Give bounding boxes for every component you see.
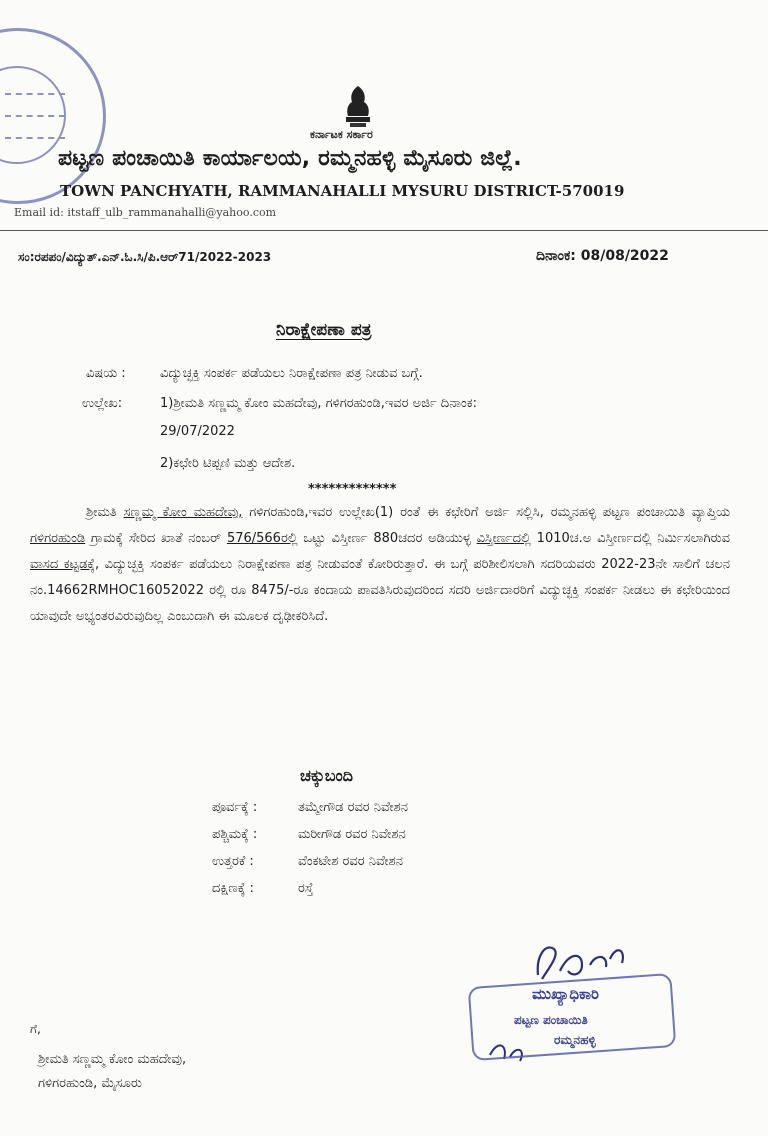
separator: *************	[308, 482, 397, 497]
office-title-kannada: ಪಟ್ಟಣ ಪಂಚಾಯಿತಿ ಕಾರ್ಯಾಲಯ, ರಮ್ಮನಹಳ್ಳಿ ಮೈಸೂರು ಜಿಲ್ಲೆ.	[58, 146, 522, 171]
boundary-value-north: ವೆಂಕಟೇಶ ರವರ ನಿವೇಶನ	[298, 854, 403, 869]
village-name: ಗಳಿಗರಹುಂಡಿ	[30, 531, 86, 546]
body-text: ಶ್ರೀಮತಿ	[86, 505, 124, 520]
body-paragraph	[30, 500, 730, 630]
karnataka-emblem-icon	[338, 84, 378, 130]
seal-line-1: ಪಟ್ಟಣ ಪಂಚಾಯಿತಿ	[514, 1013, 588, 1027]
boundary-value-west: ಮರೀಗೌಡ ರವರ ನಿವೇಶನ	[298, 827, 406, 842]
boundary-direction-south: ದಕ್ಷಿಣಕ್ಕೆ :	[212, 881, 254, 896]
to-label: ಗೆ,	[30, 1022, 41, 1036]
body-text: ಗಳಿಗರಹುಂಡಿ,ಇವರ ಉಲ್ಲೇಖ(1) ರಂತೆ ಈ ಕಛೇರಿಗೆ ಅರ್ಜಿ ಸಲ್ಲಿಸಿ, ರಮ್ಮನಹಳ್ಳಿ ಪಟ್ಟಣ ಪಂಚಾಯಿತಿ ವ್ಯಾಪ್ತಿಯ	[242, 505, 731, 520]
reference-item-1-date: 29/07/2022	[160, 424, 235, 439]
applicant-name: ಸಣ್ಣಮ್ಮ ಕೋಂ ಮಹದೇವು,	[123, 505, 243, 520]
boundary-value-east: ತಮ್ಮೇಗೌಡ ರವರ ನಿವೇಶನ	[298, 800, 408, 815]
header-divider	[0, 230, 768, 231]
subject-text: ವಿದ್ಯುಚ್ಛಕ್ತಿ ಸಂಪರ್ಕ ಪಡೆಯಲು ನಿರಾಕ್ಷೇಪಣಾ ಪತ್ರ ನೀಡುವ ಬಗ್ಗೆ.	[160, 366, 423, 381]
signatory-title: ಮುಖ್ಯಾಧಿಕಾರಿ	[532, 985, 599, 1003]
recipient-name: ಶ್ರೀಮತಿ ಸಣ್ಣಮ್ಮ ಕೋಂ ಮಹದೇವು,	[38, 1052, 187, 1067]
recipient-address: ಗಳಿಗರಹುಂಡಿ, ಮೈಸೂರು	[38, 1076, 142, 1091]
official-signature	[450, 935, 680, 1075]
boundary-direction-east: ಪೂರ್ವಕ್ಕೆ :	[212, 800, 258, 815]
boundary-direction-west: ಪಶ್ಚಿಮಕ್ಕೆ :	[212, 827, 258, 842]
reference-item-2: 2)ಕಛೇರಿ ಟಿಪ್ಪಣಿ ಮತ್ತು ಆದೇಶ.	[160, 456, 296, 471]
body-text: ಗ್ರಾಮಕ್ಕೆ ಸೇರಿದ ಖಾತೆ ನಂಬರ್	[85, 531, 227, 546]
building-text: ವಾಸದ ಕಟ್ಟಡಕ್ಕೆ	[30, 557, 95, 572]
subject-label: ವಿಷಯ :	[86, 366, 126, 381]
boundaries-heading: ಚಕ್ಕುಬಂದಿ	[300, 766, 353, 785]
reference-number: ಸಂ:ರಪಪಂ/ವಿದ್ಯುತ್.ಎನ್.ಓ.ಸಿ/ಪಿ.ಆರ್71/2022-2023	[18, 250, 272, 264]
reference-item-1: 1)ಶ್ರೀಮತಿ ಸಣ್ಣಮ್ಮ ಕೋಂ ಮಹದೇವು, ಗಳಿಗರಹುಂಡಿ,ಇವರ ಅರ್ಜಿ ದಿನಾಂಕ:	[160, 396, 478, 411]
govt-label: ಕರ್ನಾಟಕ ಸರ್ಕಾರ	[310, 128, 373, 141]
office-email: Email id: itstaff_ulb_rammanahalli@yahoo.com	[14, 206, 277, 219]
body-text: , ವಿದ್ಯುಚ್ಛಕ್ತಿ ಸಂಪರ್ಕ ಪಡೆಯಲು ನಿರಾಕ್ಷೇಪಣಾ ಪತ್ರ ನೀಡುವಂತೆ ಕೋರಿರುತ್ತಾರೆ. ಈ ಬಗ್ಗೆ ಪರಿಶೀಲಿಸಲಾಗಿ ಸದರಿಯವರು 2022-23ನೇ ಸಾಲಿಗೆ ಚಲನ ನಂ.14662RMHOC16052022 ರಲ್ಲಿ ರೂ 8475/-ರೂ ಕಂದಾಯ ಪಾವತಿಸಿರುವುದರಿಂದ ಸದರಿ ಅರ್ಜಿದಾರರಿಗೆ ವಿದ್ಯುಚ್ಛಕ್ತಿ ಸಂಪರ್ಕ ನೀಡಲು ಈ ಕಛೇರಿಯಿಂದ ಯಾವುದೇ ಅಭ್ಯಂತರವಿರುವುದಿಲ್ಲ ಎಂಬುದಾಗಿ ಈ ಮೂಲಕ ದೃಢೀಕರಿಸಿದೆ.	[30, 557, 730, 624]
letter-date: ದಿನಾಂಕ: 08/08/2022	[536, 248, 669, 264]
office-title-english: TOWN PANCHYATH, RAMMANAHALLI MYSURU DISTRICT-570019	[60, 182, 625, 200]
body-text: 1010ಚ.ಅ ವಿಸ್ತೀರ್ಣದಲ್ಲಿ ನಿರ್ಮಿಸಲಾಗಿರುವ	[530, 531, 730, 546]
area-text: ವಿಸ್ತೀರ್ಣದಲ್ಲಿ	[476, 531, 531, 546]
khata-number: 576/566ರಲ್ಲಿ	[226, 531, 298, 546]
document-heading: ನಿರಾಕ್ಷೇಪಣಾ ಪತ್ರ	[276, 320, 372, 340]
boundary-value-south: ರಸ್ತೆ	[298, 881, 314, 896]
office-stamp-left	[0, 28, 106, 204]
boundary-direction-north: ಉತ್ತರಕೆ :	[212, 854, 254, 869]
body-text: ಒಟ್ಟು ವಿಸ್ತೀರ್ಣ 880ಚದರ ಅಡಿಯುಳ್ಳ	[297, 531, 477, 546]
reference-label: ಉಲ್ಲೇಖ:	[82, 396, 123, 411]
seal-line-2: ರಮ್ಮನಹಳ್ಳಿ	[554, 1033, 596, 1047]
